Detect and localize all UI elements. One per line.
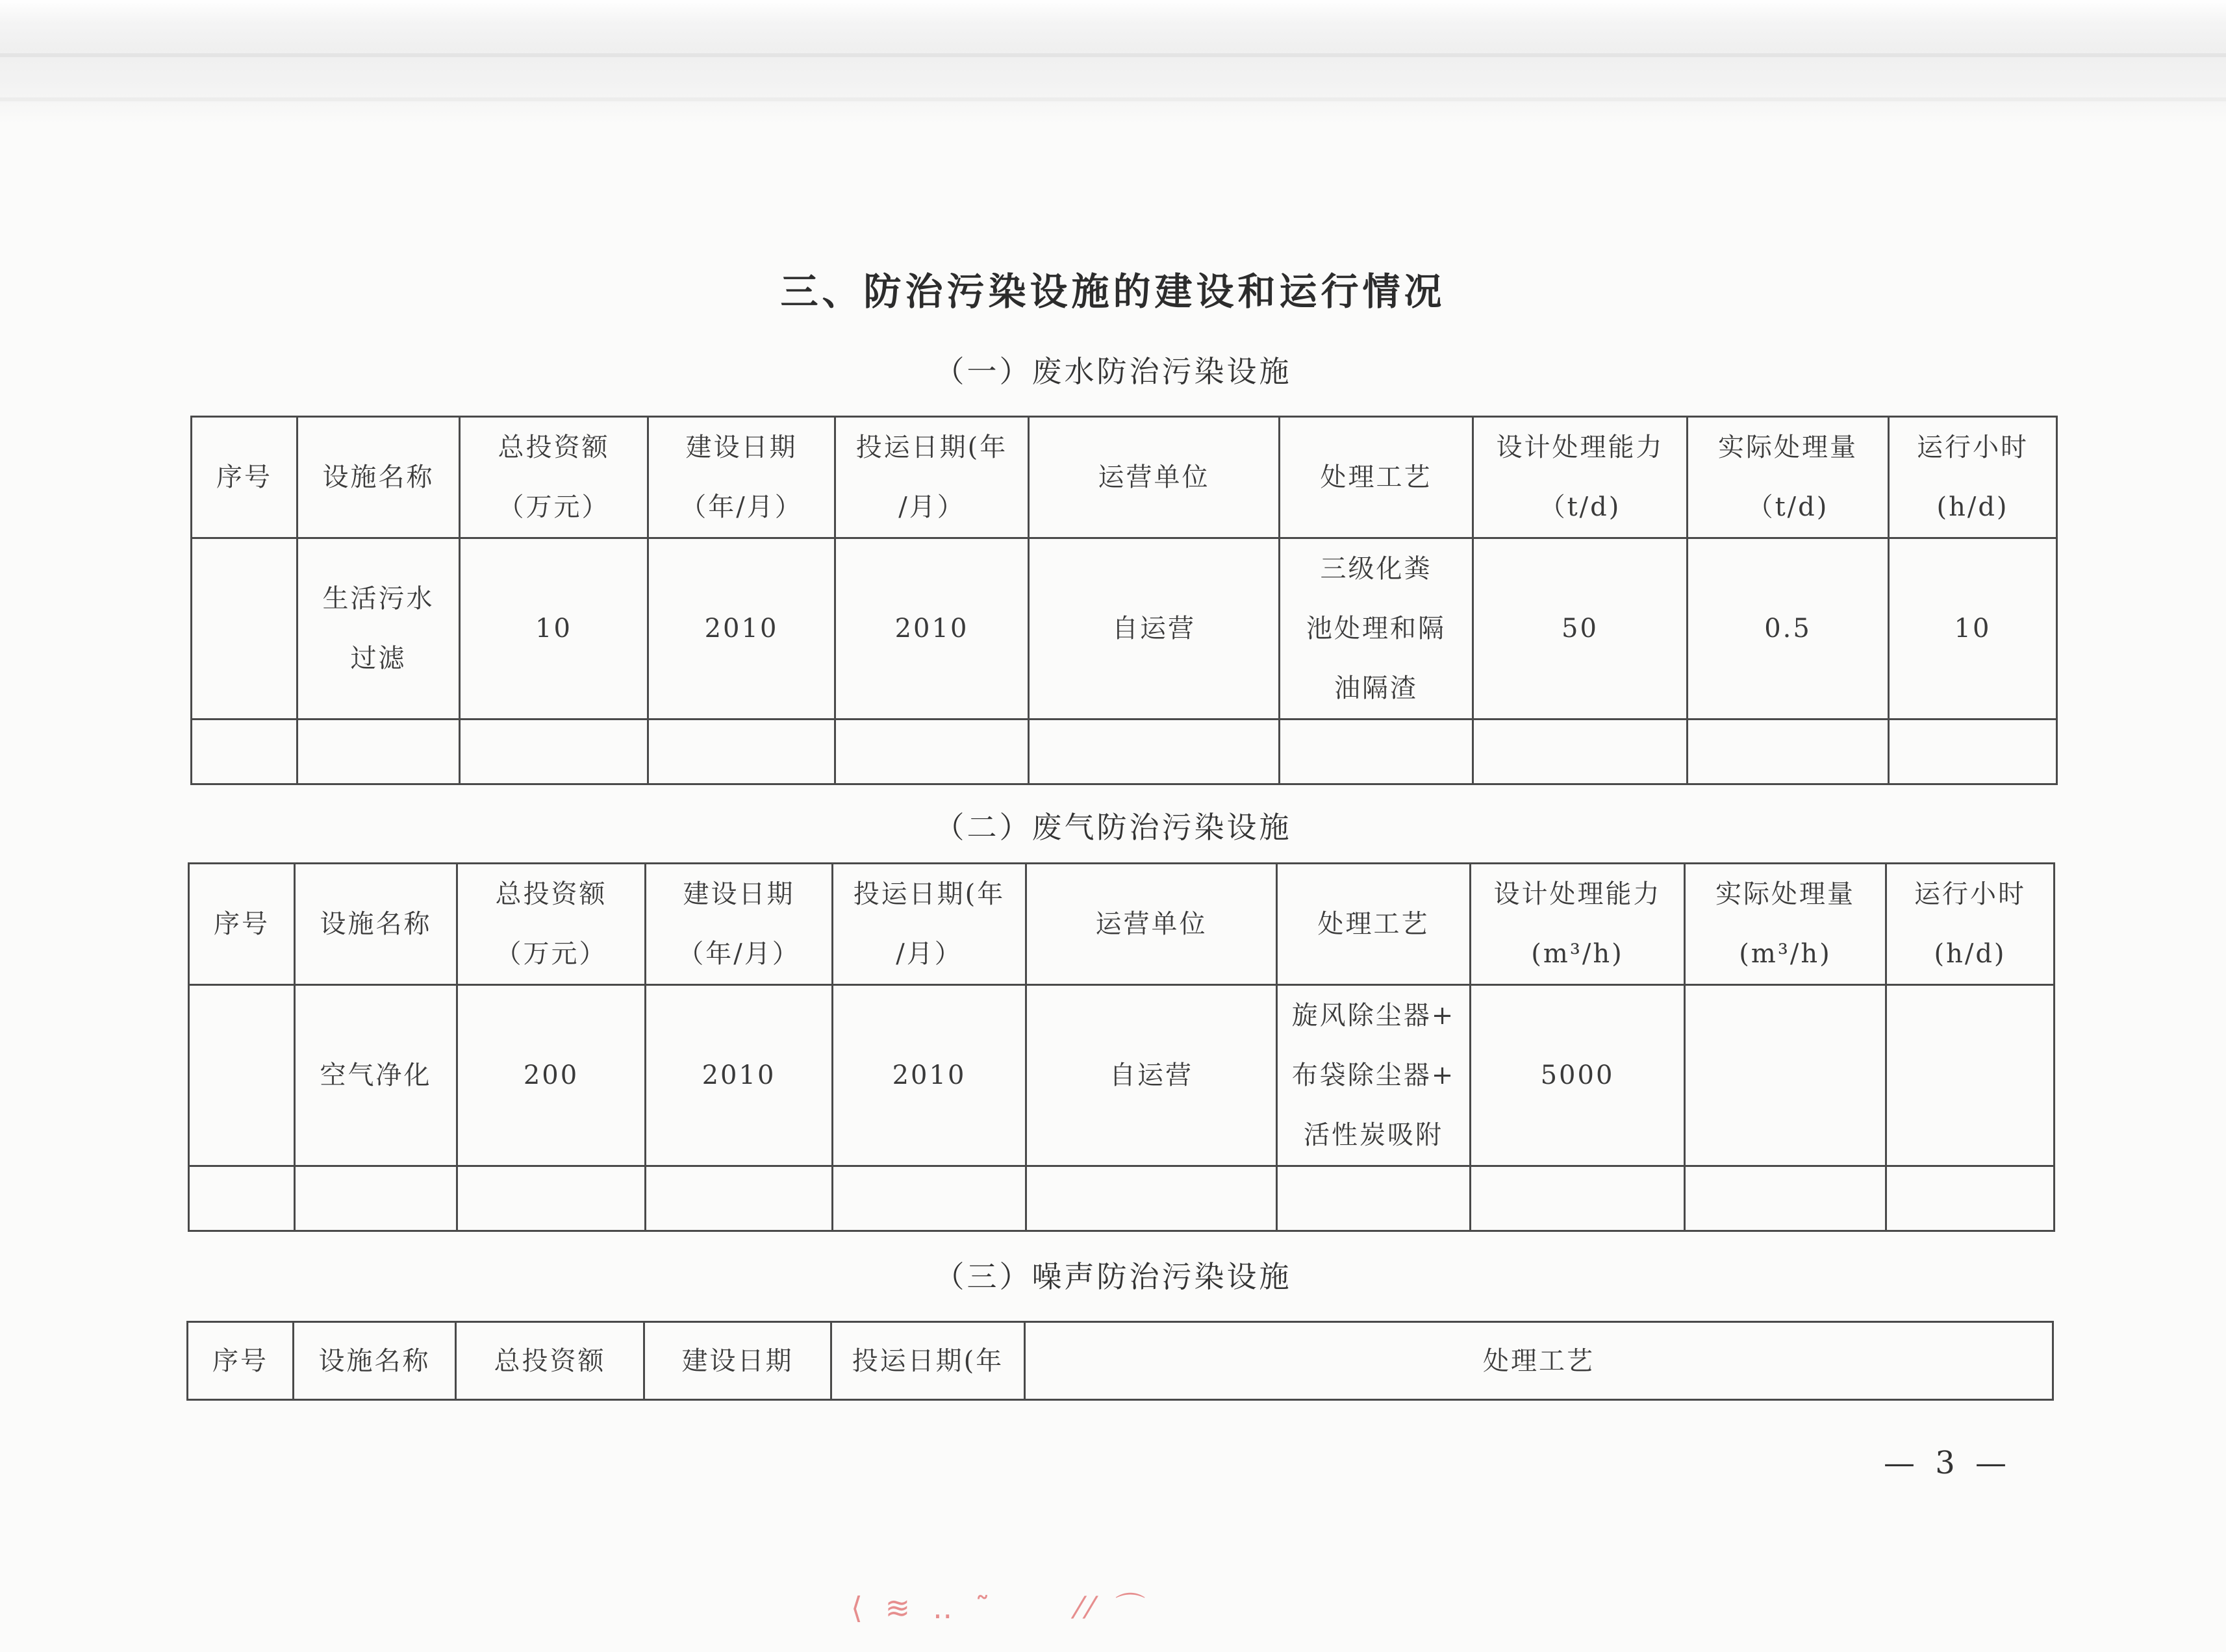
cell-text: 油隔渣 bbox=[1334, 673, 1418, 703]
table-header-cell bbox=[1685, 864, 1886, 985]
table-cell bbox=[189, 985, 295, 1166]
section-title-wastewater: （一）废水防治污染设施 bbox=[934, 354, 1292, 389]
table-cell bbox=[1473, 538, 1688, 720]
section-title-exhaust-gas: （二）废气防治污染设施 bbox=[934, 810, 1292, 845]
table-header-cell bbox=[646, 864, 833, 985]
cell-text: (h/d) bbox=[1936, 492, 2009, 522]
table-row bbox=[189, 1166, 2055, 1231]
table-cell bbox=[295, 985, 457, 1166]
cell-text: 总投资额 bbox=[495, 879, 607, 909]
cell-text: 设施名称 bbox=[320, 909, 432, 939]
table-cell bbox=[1280, 538, 1473, 720]
cell-text: (m³/h) bbox=[1739, 939, 1832, 969]
cell-text: (h/d) bbox=[1934, 939, 2006, 969]
table-cell bbox=[646, 985, 833, 1166]
table-cell bbox=[1688, 720, 1889, 784]
cell-text: 序号 bbox=[212, 1345, 268, 1376]
cell-text: （t/d) bbox=[1747, 492, 1829, 522]
table-cell bbox=[1029, 720, 1280, 784]
table-header-cell bbox=[1280, 417, 1473, 538]
table-header-cell bbox=[1277, 864, 1471, 985]
cell-text: 设施名称 bbox=[322, 462, 435, 492]
table-cell bbox=[1685, 985, 1886, 1166]
table-cell bbox=[1685, 1166, 1886, 1231]
table-cell bbox=[835, 720, 1029, 784]
scan-artifact bbox=[0, 53, 2226, 57]
table-cell bbox=[457, 1166, 646, 1231]
table-header-cell bbox=[460, 417, 648, 538]
section-title-noise: （三）噪声防治污染设施 bbox=[934, 1259, 1292, 1294]
table-header-cell bbox=[1029, 417, 1280, 538]
cell-text: 处理工艺 bbox=[1317, 909, 1430, 939]
table-cell bbox=[1889, 720, 2057, 784]
cell-text: 总投资额 bbox=[494, 1345, 606, 1376]
cell-text: 运营单位 bbox=[1095, 909, 1208, 939]
cell-text: 处理工艺 bbox=[1320, 462, 1432, 492]
cell-text: （万元） bbox=[495, 939, 607, 969]
cell-text: 10 bbox=[1954, 614, 1992, 644]
table-header-cell bbox=[188, 1322, 294, 1400]
table-header-cell bbox=[833, 864, 1026, 985]
cell-text: 0.5 bbox=[1764, 614, 1812, 644]
cell-text: 总投资额 bbox=[498, 432, 610, 462]
cell-text: 旋风除尘器+ bbox=[1291, 1001, 1456, 1031]
table-header-cell bbox=[192, 417, 297, 538]
table-cell bbox=[1886, 1166, 2055, 1231]
table-header-row bbox=[189, 864, 2055, 985]
table-header-cell bbox=[644, 1322, 831, 1400]
table-cell bbox=[833, 985, 1026, 1166]
cell-text: 空气净化 bbox=[320, 1060, 432, 1090]
cell-text: 建设日期 bbox=[685, 432, 798, 462]
table-row bbox=[192, 538, 2057, 720]
table-row bbox=[189, 985, 2055, 1166]
table-cell bbox=[1280, 720, 1473, 784]
cell-text: 2010 bbox=[702, 1060, 776, 1090]
cell-text: 三级化粪 bbox=[1320, 554, 1432, 584]
cell-text: 自运营 bbox=[1109, 1060, 1193, 1090]
cell-text: 池处理和隔 bbox=[1306, 614, 1446, 644]
table-header-row bbox=[192, 417, 2057, 538]
cell-text: 建设日期 bbox=[681, 1345, 794, 1376]
table-header-cell bbox=[456, 1322, 644, 1400]
table-cell bbox=[1029, 538, 1280, 720]
cell-text: 设施名称 bbox=[318, 1345, 431, 1376]
table-header-cell bbox=[835, 417, 1029, 538]
table-header-cell bbox=[294, 1322, 456, 1400]
cell-text: （年/月） bbox=[677, 939, 800, 969]
table-header-cell bbox=[457, 864, 646, 985]
table-cell bbox=[192, 538, 297, 720]
table-header-cell bbox=[297, 417, 460, 538]
cell-text: 投运日期(年 bbox=[853, 879, 1005, 909]
table-header-cell bbox=[831, 1322, 1025, 1400]
table-header-cell bbox=[1886, 864, 2055, 985]
table-cell bbox=[1471, 1166, 1685, 1231]
table-header-cell bbox=[295, 864, 457, 985]
table-cell bbox=[648, 538, 835, 720]
cell-text: /月） bbox=[898, 492, 965, 522]
cell-text: 自运营 bbox=[1112, 614, 1196, 644]
cell-text: 投运日期(年 bbox=[852, 1345, 1004, 1376]
page-number: — 3 — bbox=[1884, 1445, 2012, 1481]
table-cell bbox=[835, 538, 1029, 720]
table-cell bbox=[648, 720, 835, 784]
table-header-cell bbox=[1688, 417, 1889, 538]
table-cell bbox=[1889, 538, 2057, 720]
cell-text: （年/月） bbox=[680, 492, 803, 522]
cell-text: 5000 bbox=[1540, 1060, 1615, 1090]
table-cell bbox=[297, 720, 460, 784]
table-cell bbox=[1886, 985, 2055, 1166]
table-cell bbox=[1473, 720, 1688, 784]
table-header-cell bbox=[1889, 417, 2057, 538]
table-header-cell bbox=[648, 417, 835, 538]
table-cell bbox=[192, 720, 297, 784]
table-cell bbox=[1688, 538, 1889, 720]
page-title: 三、防治污染设施的建设和运行情况 bbox=[780, 269, 1446, 314]
exhaust-gas-table bbox=[188, 862, 2055, 1232]
cell-text: 建设日期 bbox=[683, 879, 795, 909]
scan-shadow bbox=[0, 0, 2226, 123]
cell-text: 运营单位 bbox=[1098, 462, 1210, 492]
cell-text: 设计处理能力 bbox=[1496, 432, 1664, 462]
red-stamp-mark: ⟨ ≋ ‥ ˜ ⁄⁄ ⌒ bbox=[851, 1590, 1152, 1625]
cell-text: 布袋除尘器+ bbox=[1291, 1060, 1456, 1090]
table-cell bbox=[297, 538, 460, 720]
cell-text: 2010 bbox=[704, 614, 779, 644]
cell-text: 2010 bbox=[894, 614, 969, 644]
table-header-cell bbox=[1471, 864, 1685, 985]
table-cell bbox=[1277, 1166, 1471, 1231]
table-cell bbox=[460, 720, 648, 784]
table-cell bbox=[1026, 985, 1277, 1166]
cell-text: 投运日期(年 bbox=[855, 432, 1008, 462]
cell-text: 序号 bbox=[214, 909, 270, 939]
table-header-cell bbox=[1026, 864, 1277, 985]
cell-text: (m³/h) bbox=[1531, 939, 1624, 969]
cell-text: 2010 bbox=[892, 1060, 967, 1090]
cell-text: 实际处理量 bbox=[1718, 432, 1858, 462]
cell-text: 50 bbox=[1562, 614, 1599, 644]
table-cell bbox=[295, 1166, 457, 1231]
table-header-cell bbox=[189, 864, 295, 985]
table-header-cell bbox=[1025, 1322, 2053, 1400]
table-cell bbox=[460, 538, 648, 720]
table-cell bbox=[457, 985, 646, 1166]
cell-text: 运行小时 bbox=[1914, 879, 2026, 909]
table-cell bbox=[1471, 985, 1685, 1166]
cell-text: 序号 bbox=[216, 462, 272, 492]
cell-text: 处理工艺 bbox=[1483, 1345, 1595, 1376]
cell-text: 200 bbox=[523, 1060, 579, 1090]
cell-text: （万元） bbox=[498, 492, 610, 522]
cell-text: 活性炭吸附 bbox=[1304, 1120, 1443, 1150]
cell-text: 10 bbox=[535, 614, 572, 644]
table-cell bbox=[646, 1166, 833, 1231]
scan-artifact bbox=[0, 97, 2226, 101]
table-row bbox=[192, 720, 2057, 784]
wastewater-table bbox=[190, 416, 2058, 785]
table-header-cell bbox=[1473, 417, 1688, 538]
table-cell bbox=[189, 1166, 295, 1231]
table-cell bbox=[833, 1166, 1026, 1231]
cell-text: 生活污水 bbox=[322, 584, 435, 614]
cell-text: 运行小时 bbox=[1917, 432, 2029, 462]
table-cell bbox=[1026, 1166, 1277, 1231]
table-cell bbox=[1277, 985, 1471, 1166]
cell-text: 设计处理能力 bbox=[1493, 879, 1662, 909]
cell-text: （t/d) bbox=[1539, 492, 1621, 522]
cell-text: 过滤 bbox=[350, 644, 407, 673]
noise-table bbox=[186, 1321, 2054, 1401]
cell-text: /月） bbox=[896, 939, 963, 969]
cell-text: 实际处理量 bbox=[1715, 879, 1855, 909]
table-header-row bbox=[188, 1322, 2053, 1400]
